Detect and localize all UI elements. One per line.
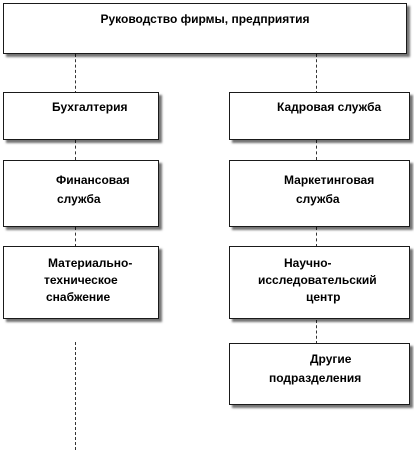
marketing-box xyxy=(229,160,410,227)
accounting-label: Бухгалтерия xyxy=(52,100,128,114)
accounting-box xyxy=(3,92,159,140)
connector-right-top xyxy=(316,54,317,94)
connector-left-1 xyxy=(75,140,76,160)
connector-left-2 xyxy=(75,227,76,247)
logistics-label-line2: техническое xyxy=(44,273,118,287)
connector-right-1 xyxy=(316,140,317,160)
research-label-line3: центр xyxy=(306,290,341,304)
marketing-label-line2: служба xyxy=(296,192,340,206)
logistics-label-line1: Материально- xyxy=(48,256,133,270)
connector-right-2 xyxy=(316,227,317,247)
logistics-label-line3: снабжение xyxy=(46,290,111,304)
other-units-label-line2: подразделения xyxy=(269,371,362,385)
other-units-box xyxy=(229,343,410,405)
finance-label-line1: Финансовая xyxy=(56,173,130,187)
connector-left-bottom xyxy=(75,342,76,450)
finance-label-line2: служба xyxy=(57,192,101,206)
research-box xyxy=(229,246,410,319)
research-label-line1: Научно- xyxy=(284,256,332,270)
management-box xyxy=(3,3,407,54)
research-label-line2: исследовательский xyxy=(258,273,377,287)
hr-label: Кадровая служба xyxy=(277,100,382,114)
hr-box xyxy=(229,92,410,140)
management-label: Руководство фирмы, предприятия xyxy=(100,12,310,26)
other-units-label-line1: Другие xyxy=(310,352,352,366)
connector-left-top xyxy=(75,54,76,94)
logistics-box xyxy=(3,246,159,319)
finance-box xyxy=(3,160,159,227)
marketing-label-line1: Маркетинговая xyxy=(284,173,375,187)
connector-right-3 xyxy=(316,320,317,344)
